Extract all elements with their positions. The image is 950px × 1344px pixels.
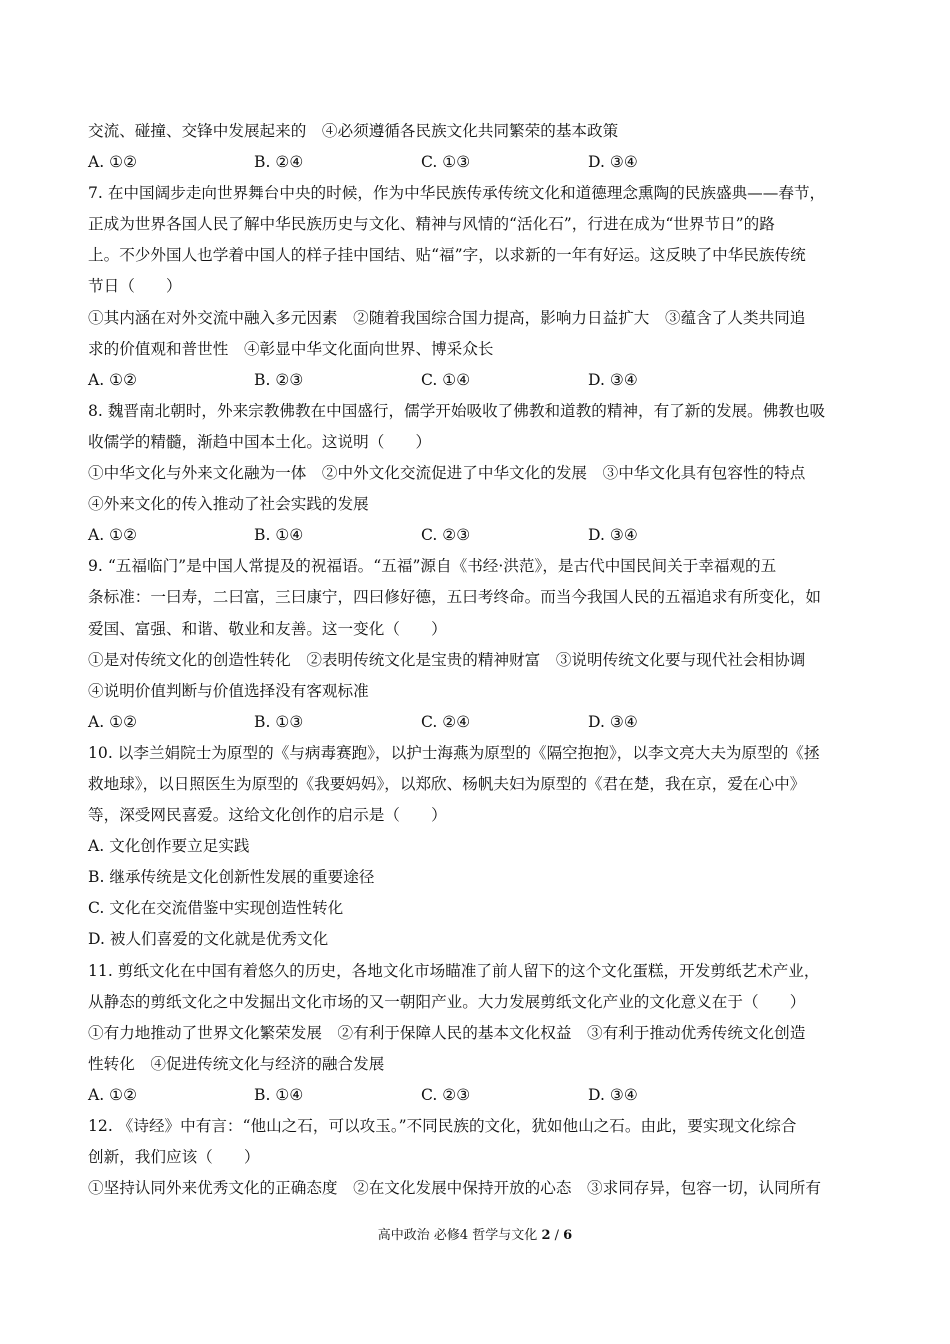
page-number: 2 [541, 1228, 551, 1243]
question-line: ④说明价值判断与价值选择没有客观标准 [88, 681, 369, 700]
question-line: 正成为世界各国人民了解中华民族历史与文化、精神与风情的“活化石”，行进在成为“世界节日”的路 [88, 215, 775, 234]
question-line: 性转化 ④促进传统文化与经济的融合发展 [88, 1054, 385, 1073]
option-a: A. ①② [88, 1085, 138, 1104]
option-c: C. 文化在交流借鉴中实现创造性转化 [88, 899, 344, 918]
question-12 [88, 1111, 864, 1204]
option-a: A. ①② [88, 712, 138, 731]
question-line: 从静态的剪纸文化之中发掘出文化市场的又一朝阳产业。大力发展剪纸文化产业的文化意义在于（ ） [88, 992, 806, 1011]
question-line: 9. “五福临门”是中国人常提及的祝福语。“五福”源自《书经·洪范》，是古代中国民间关于幸福观的五 [88, 557, 777, 576]
question-9 [88, 551, 864, 738]
option-b: B. 继承传统是文化创新性发展的重要途径 [88, 868, 375, 887]
option-d: D. ③④ [588, 370, 638, 389]
question-line: ①中华文化与外来文化融为一体 ②中外文化交流促进了中华文化的发展 ③中华文化具有包容性的特点 [88, 464, 806, 483]
option-c: C. ②③ [421, 1085, 471, 1104]
option-d: D. ③④ [588, 712, 638, 731]
option-d: D. ③④ [588, 526, 638, 545]
option-d: D. ③④ [588, 1085, 638, 1104]
question-line: 等，深受网民喜爱。这给文化创作的启示是（ ） [88, 806, 447, 825]
option-b: B. ①④ [254, 1085, 304, 1104]
option-c: C. ①③ [421, 153, 471, 172]
question-line: 收儒学的精髓，渐趋中国本土化。这说明（ ） [88, 432, 432, 451]
page-footer [0, 1226, 950, 1246]
question-line: ①其内涵在对外交流中融入多元因素 ②随着我国综合国力提高，影响力日益扩大 ③蕴含了人类共同追 [88, 308, 806, 327]
page-separator: / [554, 1228, 560, 1243]
option-c: C. ②④ [421, 712, 471, 731]
option-c: C. ①④ [421, 370, 471, 389]
option-d: D. 被人们喜爱的文化就是优秀文化 [88, 930, 329, 949]
question-7-options [88, 365, 864, 396]
question-7 [88, 178, 864, 396]
option-a: A. ①② [88, 370, 138, 389]
option-a: A. 文化创作要立足实践 [88, 837, 250, 856]
page-total: 6 [563, 1228, 573, 1243]
question-9-options [88, 707, 864, 738]
question-8 [88, 396, 864, 551]
question-line: ①有力地推动了世界文化繁荣发展 ②有利于保障人民的基本文化权益 ③有利于推动优秀传统文化创造 [88, 1023, 806, 1042]
question-line: 10. 以李兰娟院士为原型的《与病毒赛跑》，以护士海燕为原型的《隔空抱抱》，以李文亮大夫为原型的《拯 [88, 743, 820, 762]
intro-options [88, 147, 864, 178]
question-line: 上。不少外国人也学着中国人的样子挂中国结、贴“福”字，以求新的一年有好运。这反映了中华民族传统 [88, 246, 806, 265]
option-a: A. ①② [88, 153, 138, 172]
option-b: B. ②③ [254, 370, 304, 389]
question-11 [88, 956, 864, 1111]
question-line: ①是对传统文化的创造性转化 ②表明传统文化是宝贵的精神财富 ③说明传统文化要与现代社会相协调 [88, 650, 806, 669]
question-10 [88, 738, 864, 956]
option-a: A. ①② [88, 526, 138, 545]
question-line: ④外来文化的传入推动了社会实践的发展 [88, 495, 369, 514]
option-c: C. ②③ [421, 526, 471, 545]
option-b: B. ①③ [254, 712, 304, 731]
footer-title: 高中政治 必修4 哲学与文化 [377, 1228, 538, 1243]
question-11-options [88, 1080, 864, 1111]
question-line: 7. 在中国阔步走向世界舞台中央的时候，作为中华民族传承传统文化和道德理念熏陶的民族盛典——春节， [88, 184, 826, 203]
option-b: B. ①④ [254, 526, 304, 545]
question-line: 11. 剪纸文化在中国有着悠久的历史，各地文化市场瞄准了前人留下的这个文化蛋糕，开发剪纸艺术产业， [88, 961, 820, 980]
question-content [88, 116, 864, 1204]
question-line: 12. 《诗经》中有言：“他山之石，可以攻玉。”不同民族的文化，犹如他山之石。由此，要实现文化综合 [88, 1117, 797, 1135]
question-line: 救地球》，以日照医生为原型的《我要妈妈》，以郑欣、杨帆夫妇为原型的《君在楚，我在京，爱在心中》 [88, 774, 806, 793]
intro-line: 交流、碰撞、交锋中发展起来的 ④必须遵循各民族文化共同繁荣的基本政策 [88, 122, 619, 140]
question-8-options [88, 520, 864, 551]
question-line: 条标准：一曰寿，二曰富，三曰康宁，四曰修好德，五曰考终命。而当今我国人民的五福追求有所变化，如 [88, 588, 821, 607]
question-line: 创新，我们应该（ ） [88, 1148, 260, 1167]
option-b: B. ②④ [254, 153, 304, 172]
question-line: 爱国、富强、和谐、敬业和友善。这一变化（ ） [88, 619, 447, 638]
question-line: ①坚持认同外来优秀文化的正确态度 ②在文化发展中保持开放的心态 ③求同存异，包容一切，认同所有 [88, 1179, 821, 1198]
question-line: 节日（ ） [88, 277, 182, 296]
question-line: 8. 魏晋南北朝时，外来宗教佛教在中国盛行，儒学开始吸收了佛教和道教的精神，有了新的发展。佛教也吸 [88, 401, 826, 420]
option-d: D. ③④ [588, 153, 638, 172]
question-line: 求的价值观和普世性 ④彰显中华文化面向世界、博采众长 [88, 339, 494, 358]
